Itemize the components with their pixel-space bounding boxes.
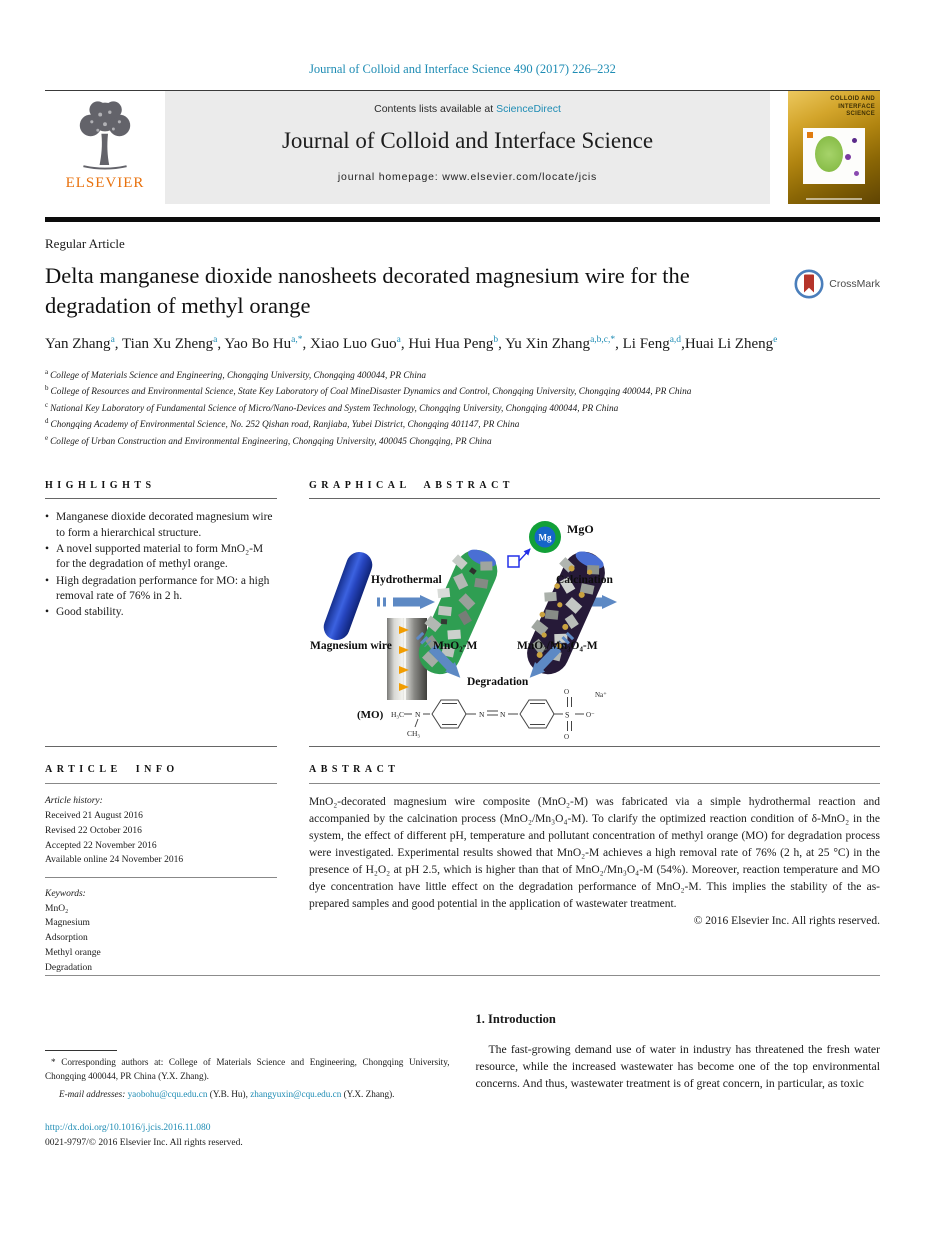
rule (309, 783, 880, 784)
author-separator: , (615, 336, 623, 353)
author-name: Li Feng (622, 336, 670, 353)
rule (309, 746, 880, 747)
author-name: Hui Hua Peng (408, 336, 494, 353)
email-addresses-line (45, 1088, 450, 1101)
ga-label-calcination: Calcination (556, 574, 613, 587)
elsevier-wordmark: ELSEVIER (65, 175, 145, 191)
mg-label: Mg (538, 532, 552, 543)
highlight-item: • A novel supported material to form MnO₂-M for the degradation of methyl orange. (45, 542, 277, 573)
affiliation (45, 433, 880, 450)
mo-label: (MO) (357, 709, 384, 722)
highlight-item: • Good stability. (45, 605, 277, 620)
email-after-text: (Y.X. Zhang). (341, 1088, 395, 1099)
doi-block (45, 1121, 450, 1150)
footnote-rule (45, 1050, 117, 1051)
doi-link[interactable]: http://dx.doi.org/10.1016/j.jcis.2016.11.080 (45, 1123, 211, 1134)
graphical-abstract-heading: GRAPHICAL ABSTRACT (309, 480, 514, 492)
cover-figure (803, 128, 865, 184)
benzene-ring (432, 700, 466, 728)
keywords-label: Keywords: (45, 888, 86, 899)
atom-n: N (500, 710, 506, 720)
affiliation-marker: d (45, 417, 49, 426)
rule (45, 498, 277, 499)
graphical-abstract-drawing (309, 506, 863, 746)
article-type-label: Regular Article (45, 236, 125, 251)
history-entry: Revised 22 October 2016 (45, 825, 142, 836)
elsevier-tree-icon (69, 97, 141, 173)
zoom-pointer-arrow (519, 549, 530, 561)
affiliation-text: College of Materials Science and Engineering, Chongqing University, Chongqing 400044, PR China (50, 370, 427, 381)
author-affil-marker: a,b,c,* (590, 335, 616, 346)
highlight-item: • High degradation performance for MO: a high removal rate of 76% in 2 h. (45, 574, 277, 605)
author-separator: , (217, 336, 225, 353)
affiliation-marker: a (45, 367, 49, 376)
cover-figure-dot (845, 154, 851, 160)
keywords-block (45, 887, 277, 975)
mno2-mn3o4-m-cylinder (514, 543, 612, 682)
history-entry: Received 21 August 2016 (45, 811, 143, 822)
abstract-heading: ABSTRACT (309, 764, 400, 776)
author-separator: , (400, 336, 409, 353)
author (122, 336, 224, 352)
highlights-heading: HIGHLIGHTS (45, 480, 156, 492)
article-history (45, 794, 277, 868)
affiliation-text: National Key Laboratory of Fundamental Science of Micro/Nano-Devices and System Technology, Chongqing University, Chongqing 400044, PR China (50, 403, 619, 414)
rule (45, 877, 277, 878)
journal-reference-link[interactable]: Journal of Colloid and Interface Science 490 (2017) 226–232 (309, 62, 616, 76)
author-affil-marker: a (213, 335, 218, 346)
ga-label-magnesium-wire: Magnesium wire (310, 640, 392, 653)
author-separator: , (498, 336, 506, 353)
author-name: Yu Xin Zhang (505, 336, 591, 353)
affiliation-marker: b (45, 384, 49, 393)
journal-title: Journal of Colloid and Interface Science (281, 128, 654, 153)
author-separator: , (681, 336, 685, 353)
affiliation-text: Chongqing Academy of Environmental Science, No. 252 Qishan road, Ranjiaba, Yubei District, Chongqing 401147, PR China (50, 420, 520, 431)
atom-o-minus: O⁻ (586, 711, 595, 720)
introduction-column (476, 976, 881, 1150)
magnesium-wire-cylinder (320, 549, 376, 644)
affiliation-list (45, 367, 880, 450)
rule (45, 746, 277, 747)
cover-title-line: INTERFACE (838, 103, 875, 110)
cover-figure-dot (807, 132, 813, 138)
rule (45, 783, 277, 784)
affiliation (45, 383, 880, 400)
contents-prefix: Contents lists available at (374, 103, 497, 115)
author (408, 336, 505, 352)
keyword: Magnesium (45, 918, 90, 929)
author-affil-marker: a (110, 335, 115, 346)
journal-cover-thumbnail (788, 91, 880, 204)
article-info-heading: ARTICLE INFO (45, 764, 179, 776)
keyword: Adsorption (45, 933, 88, 944)
sciencedirect-link[interactable]: ScienceDirect (496, 103, 561, 115)
email-label: E-mail addresses: (59, 1088, 126, 1099)
affiliation-text: College of Urban Construction and Environmental Engineering, Chongqing University, 400045 Chongqing, PR China (50, 436, 492, 447)
affiliation-marker: c (45, 400, 49, 409)
email-link-zhangyuxin[interactable]: zhangyuxin@cqu.edu.cn (250, 1088, 342, 1099)
affiliation (45, 416, 880, 433)
affiliation (45, 367, 880, 384)
cover-figure-dot (852, 138, 857, 143)
abstract-copyright: © 2016 Elsevier Inc. All rights reserved. (693, 914, 880, 927)
corresponding-author-note: * Corresponding authors at: College of Materials Science and Engineering, Chongqing University, Chongqing 400044, PR China (Y.X. Zhang). (45, 1057, 450, 1081)
ga-label-hydrothermal: Hydrothermal (371, 574, 442, 587)
mg-core-shell-diagram (529, 521, 561, 553)
atom-n: N (415, 710, 421, 720)
author-separator: , (114, 336, 123, 353)
author (224, 336, 310, 352)
graphical-abstract-figure (309, 506, 863, 746)
footnote-column (45, 976, 450, 1150)
issn-copyright-line: 0021-9797/© 2016 Elsevier Inc. All rights reserved. (45, 1137, 243, 1148)
author (45, 336, 122, 352)
author-name: Xiao Luo Guo (309, 336, 397, 353)
atom-n: N (479, 710, 485, 720)
affiliation-text: College of Resources and Environmental Science, State Key Laboratory of Coal MineDisaster Dynamics and Control, Chongqing University, Chongqing 400044, PR China (50, 387, 692, 398)
cover-title-line: SCIENCE (846, 111, 875, 117)
journal-header (45, 91, 880, 204)
affiliation-marker: e (45, 433, 49, 442)
benzene-ring (520, 700, 554, 728)
keyword: Methyl orange (45, 947, 101, 958)
cover-title (830, 96, 875, 119)
author-affil-marker: e (773, 335, 778, 346)
author (623, 336, 685, 352)
author-name: Yao Bo Hu (224, 336, 292, 353)
keyword: Degradation (45, 962, 92, 973)
author-affil-marker: a (396, 335, 401, 346)
crossmark-badge[interactable] (793, 267, 880, 301)
author-affil-marker: b (493, 335, 499, 346)
author (505, 336, 623, 352)
elsevier-logo (45, 91, 165, 204)
atom-o: O (564, 688, 570, 697)
author (310, 336, 408, 352)
ga-label-degradation: Degradation (467, 676, 529, 689)
rule (309, 498, 880, 499)
history-entry: Available online 24 November 2016 (45, 855, 184, 866)
email-link-yaobohu[interactable]: yaobohu@cqu.edu.cn (127, 1088, 208, 1099)
author-name: Huai Li Zheng (684, 336, 774, 353)
cover-figure-dot (854, 171, 859, 176)
introduction-paragraph: The fast-growing demand use of water in industry has threatened the fresh water resource, while the increased wastewater has become one of the top environmental concerns. And thus, wastewater treatment is of great concern, in particular, as toxic (475, 1043, 880, 1090)
author-list (45, 333, 865, 356)
atom-ch3: CH₃ (407, 729, 421, 739)
journal-homepage-link[interactable]: journal homepage: www.elsevier.com/locate/jcis (337, 171, 598, 183)
author-separator: , (302, 336, 310, 353)
author-name: Yan Zhang (45, 336, 111, 353)
cover-footer-line (806, 198, 862, 200)
email-after-text: (Y.B. Hu), (207, 1088, 251, 1099)
contents-line (165, 103, 770, 115)
history-entry: Accepted 22 November 2016 (45, 840, 157, 851)
crossmark-label: CrossMark (829, 278, 880, 290)
ga-label-mno2-mn3o4-m: MnO₂/Mn₃O₄-M (517, 640, 598, 653)
page-title: Delta manganese dioxide nanosheets decorated magnesium wire for the degradation of methyl orange (45, 263, 690, 318)
introduction-heading: 1. Introduction (475, 1012, 556, 1027)
ga-label-mno2-m: MnO₂-M (433, 640, 478, 653)
keyword: MnO₂ (45, 903, 69, 914)
cover-figure-cell (815, 136, 843, 172)
mno2-m-cylinder (405, 541, 504, 682)
abstract-text: MnO₂-decorated magnesium wire composite (MnO₂-M) was fabricated via a simple hydrothermal reaction and accompanied by the calcination process (MnO₂/Mn₃O₄-M). To clarify the optimized reaction condition of δ-MnO₂ in the system, the effect of different pH, temperature and pollutant concentration of methyl orange (MO) for degradation process were investigated. Experimental results showed that MnO₂-M achieves a high removal rate of 76% (2 h, at 25 °C) in the presence of H₂O₂ at pH 2.5, which is higher than that of MnO₂/Mn₃O₄-M (54%). Moreover, reaction temperature and MO dye concentration have little effect on the degradation performance of MnO₂-M. This implies the stability of the as-prepared samples and good potential in the application of wastewater treatment. (309, 796, 880, 910)
journal-banner (165, 91, 770, 204)
atom-o: O (564, 733, 570, 742)
highlights-list (45, 510, 277, 620)
cover-title-line: COLLOID AND (830, 96, 875, 102)
atom-h3c: H₃C (391, 710, 405, 720)
header-black-bar (45, 217, 880, 222)
crossmark-icon (793, 268, 825, 300)
author-affil-marker: a,d (669, 335, 682, 346)
atom-s: S (565, 710, 570, 720)
author (685, 336, 778, 352)
affiliation (45, 400, 880, 417)
ga-label-mgo: MgO (567, 522, 594, 537)
author-affil-marker: a,* (291, 335, 303, 346)
atom-na-plus: Na⁺ (595, 691, 607, 700)
zoom-square (508, 556, 519, 567)
article-history-label: Article history: (45, 796, 103, 807)
highlight-item: • Manganese dioxide decorated magnesium wire to form a hierarchical structure. (45, 510, 277, 541)
author-name: Tian Xu Zheng (122, 336, 214, 353)
